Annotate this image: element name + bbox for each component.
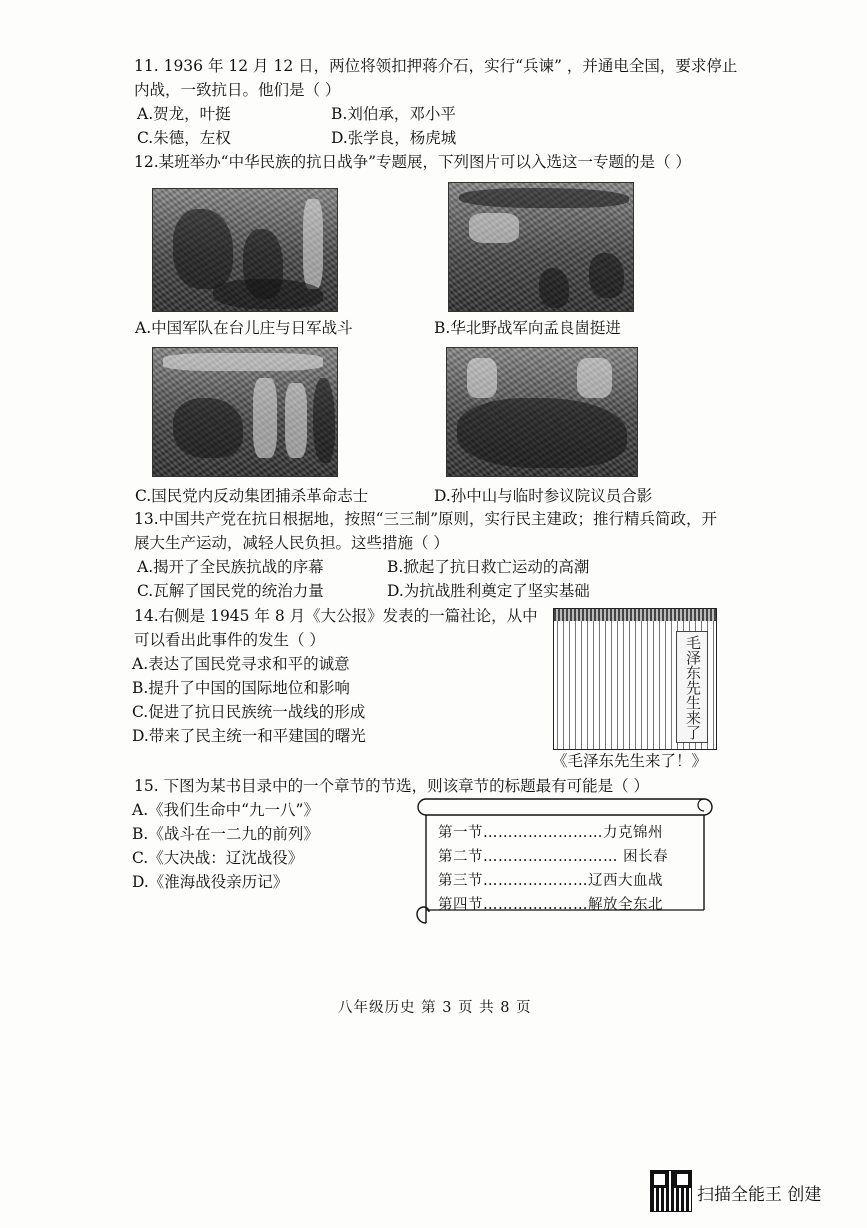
q15-option-a: A.《我们生命中“九一八”》 <box>132 801 319 819</box>
photo-arrest-revolutionaries <box>152 347 338 477</box>
q12-caption-d: D.孙中山与临时参议院议员合影 <box>434 487 653 505</box>
q14-option-d: D.带来了民主统一和平建国的曙光 <box>132 727 366 745</box>
q13-stem-line1: 13.中国共产党在抗日根据地，按照“三三制”原则，实行民主建政；推行精兵简政，开 <box>134 510 718 528</box>
photo-menglianggu-advance <box>448 182 634 312</box>
q13-option-d: D.为抗战胜利奠定了坚实基础 <box>387 582 590 600</box>
q12-stem: 12.某班举办“中华民族的抗日战争”专题展，下列图片可以入选这一专题的是（ ） <box>134 153 691 171</box>
scanner-watermark: 扫描全能王 创建 <box>697 1185 822 1205</box>
toc-entry-3: 第三节…………………辽西大血战 <box>438 873 663 889</box>
q15-stem: 15. 下图为某书目录中的一个章节的节选，则该章节的标题最有可能是（ ） <box>134 777 650 795</box>
q11-stem-line1: 11. 1936 年 12 月 12 日，两位将领扣押蒋介石，实行“兵谏” ，并通电全国，要求停止 <box>134 57 738 75</box>
q14-stem-line2: 可以看出此事件的发生（ ） <box>134 631 325 649</box>
page-footer: 八年级历史 第 3 页 共 8 页 <box>338 1000 532 1016</box>
photo-taierzhuang-battle <box>152 188 338 312</box>
toc-entry-4: 第四节…………………解放全东北 <box>438 897 663 913</box>
q14-stem-line1: 14.右侧是 1945 年 8 月《大公报》发表的一篇社论，从中 <box>134 607 538 625</box>
q11-option-a: A.贺龙，叶挺 <box>137 105 231 123</box>
q13-option-a: A.揭开了全民族抗战的序幕 <box>137 558 324 576</box>
q11-option-c: C.朱德，左权 <box>137 129 231 147</box>
q11-option-d: D.张学良，杨虎城 <box>331 129 457 147</box>
toc-entry-1: 第一节……………………力克锦州 <box>438 825 663 841</box>
q15-option-d: D.《淮海战役亲历记》 <box>132 873 289 891</box>
photo-sun-yatsen-group <box>446 347 638 477</box>
toc-scroll-illustration <box>404 795 714 932</box>
q15-option-c: C.《大决战：辽沈战役》 <box>132 849 304 867</box>
q12-caption-b: B.华北野战军向孟良崮挺进 <box>434 319 621 337</box>
toc-entry-2: 第二节……………………… 困长春 <box>438 849 669 865</box>
qr-code-icon <box>651 1171 691 1211</box>
q14-option-b: B.提升了中国的国际地位和影响 <box>132 679 350 697</box>
newspaper-editorial-image <box>553 608 717 750</box>
q14-image-caption: 《毛泽东先生来了！》 <box>552 752 708 770</box>
q14-option-a: A.表达了国民党寻求和平的诚意 <box>132 655 350 673</box>
q11-option-b: B.刘伯承，邓小平 <box>331 105 456 123</box>
q13-option-c: C.瓦解了国民党的统治力量 <box>137 582 324 600</box>
q14-option-c: C.促进了抗日民族统一战线的形成 <box>132 703 366 721</box>
q12-caption-c: C.国民党内反动集团捕杀革命志士 <box>135 487 369 505</box>
newspaper-headline-graphic: 毛泽东先生来了 <box>676 631 708 743</box>
q12-caption-a: A.中国军队在台儿庄与日军战斗 <box>135 319 353 337</box>
q13-stem-line2: 展大生产运动，减轻人民负担。这些措施（ ） <box>134 534 449 552</box>
q15-option-b: B.《战斗在一二九的前列》 <box>132 825 319 843</box>
q13-option-b: B.掀起了抗日救亡运动的高潮 <box>387 558 590 576</box>
q11-stem-line2: 内战，一致抗日。他们是（ ） <box>134 81 341 99</box>
